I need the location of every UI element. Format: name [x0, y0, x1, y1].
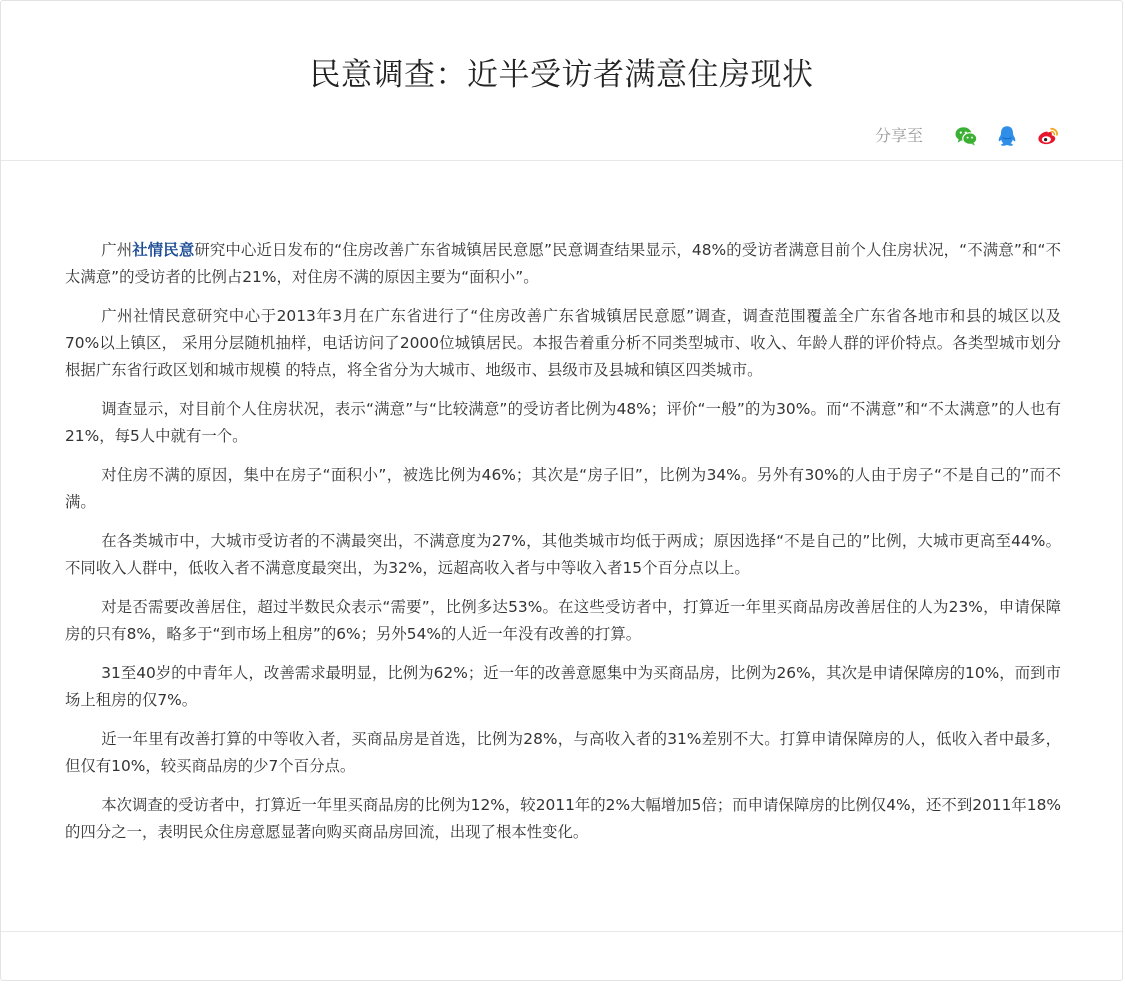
paragraph: 调查显示，对目前个人住房状况，表示“满意”与“比较满意”的受访者比例为48%；评价“一般”的为30%。而“不满意”和“不太满意”的人也有21%，每5人中就有一个。	[65, 400, 1061, 445]
footer-divider	[1, 931, 1122, 932]
weibo-icon[interactable]	[1036, 124, 1060, 148]
paragraph: 近一年里有改善打算的中等收入者，买商品房是首选，比例为28%，与高收入者的31%差别不大。打算申请保障房的人，低收入者中最多，但仅有10%，较买商品房的少7个百分点。	[65, 730, 1061, 775]
paragraph: 本次调查的受访者中，打算近一年里买商品房的比例为12%，较2011年的2%大幅增加5倍；而申请保障房的比例仅4%，还不到2011年18%的四分之一，表明民众住房意愿显著向购买商品房回流，出现了根本性变化。	[65, 796, 1061, 841]
paragraph-lead: 广州	[101, 241, 133, 259]
paragraph: 对是否需要改善居住，超过半数民众表示“需要”，比例多达53%。在这些受访者中，打算近一年里买商品房改善居住的人为23%，申请保障房的只有8%，略多于“到市场上租房”的6%；另外54%的人近一年没有改善的打算。	[65, 598, 1061, 643]
article-header	[1, 1, 1122, 161]
qq-icon[interactable]	[995, 124, 1019, 148]
paragraph-rest: 研究中心近日发布的“住房改善广东省城镇居民意愿”民意调查结果显示，48%的受访者满意目前个人住房状况，“不满意”和“不太满意”的受访者的比例占21%，对住房不满的原因主要为“面积小”。	[65, 241, 1061, 286]
paragraph: 在各类城市中，大城市受访者的不满最突出，不满意度为27%，其他类城市均低于两成；原因选择“不是自己的”比例，大城市更高至44%。不同收入人群中，低收入者不满意度最突出，为32%，远超高收入者与中等收入者15个百分点以上。	[65, 532, 1061, 577]
share-label: 分享至	[874, 126, 923, 145]
weibo-icon-graphic	[1036, 124, 1060, 148]
share-bar	[875, 123, 1060, 149]
paragraph: 31至40岁的中青年人，改善需求最明显，比例为62%；近一年的改善意愿集中为买商品房，比例为26%，其次是申请保障房的10%，而到市场上租房的仅7%。	[65, 664, 1061, 709]
paragraph: 对住房不满的原因，集中在房子“面积小”，被选比例为46%；其次是“房子旧”，比例为34%。另外有30%的人由于房子“不是自己的”而不满。	[65, 466, 1061, 511]
wechat-icon[interactable]	[954, 124, 978, 148]
paragraph	[65, 237, 1061, 291]
paragraph: 广州社情民意研究中心于2013年3月在广东省进行了“住房改善广东省城镇居民意愿”调查，调查范围覆盖全广东省各地市和县的城区以及70%以上镇区， 采用分层随机抽样，电话访问了2000位城镇居民。本报告着重分析不同类型城市、收入、年龄人群的评价特点。各类型城市划分根据广东省行政区划和城市规模 的特点，将全省分为大城市、地级市、县级市及县城和镇区四类城市。	[65, 307, 1061, 379]
page-title: 民意调查：近半受访者满意住房现状	[309, 57, 814, 93]
keyword-link[interactable]: 社情民意	[132, 241, 195, 259]
qq-icon-graphic	[995, 124, 1019, 148]
wechat-icon-graphic	[954, 124, 978, 148]
article-body	[65, 237, 1061, 858]
